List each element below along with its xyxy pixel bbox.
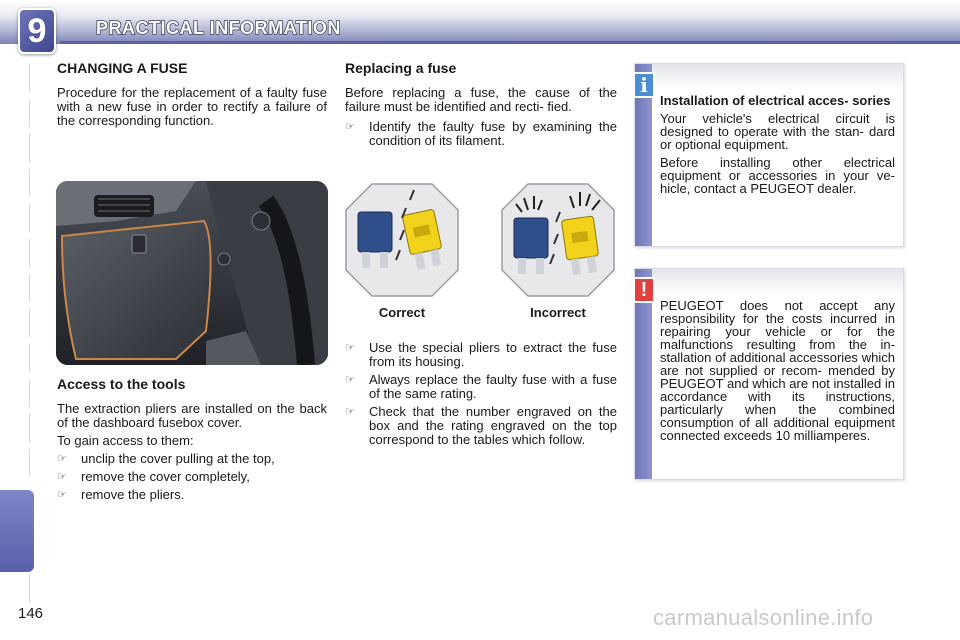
chapter-tab-active[interactable]: [0, 490, 34, 572]
replacing-step: ☞ Use the special pliers to extract the fuse from its housing.: [345, 340, 617, 369]
chapter-tab[interactable]: [0, 414, 30, 442]
chapter-number: 9: [27, 12, 47, 50]
info-note-title: Installation of electrical acces- sories: [660, 93, 891, 108]
pointing-hand-icon: ☞: [345, 341, 355, 354]
access-step: ☞ unclip the cover pulling at the top,: [57, 451, 275, 466]
header-rule: [60, 41, 960, 44]
note-top-shade: [652, 269, 903, 295]
section-title-changing-fuse: CHANGING A FUSE: [57, 60, 188, 76]
watermark: carmanualsonline.info: [653, 605, 874, 630]
info-note-paragraph: Your vehicle's electrical circuit is designed to operate with the stan- dard or optional equipment.: [660, 111, 895, 152]
changing-fuse-text: Procedure for the replacement of a faulty fuse with a new fuse in order to rectify a failure of the corresponding function.: [57, 85, 327, 128]
section-title-access-tools: Access to the tools: [57, 376, 186, 392]
middle-column: [345, 60, 617, 152]
left-column: [57, 60, 327, 132]
pointing-hand-icon: ☞: [345, 373, 355, 386]
info-icon: i: [633, 72, 655, 98]
fuse-incorrect-illustration: [500, 182, 616, 298]
pointing-hand-icon: ☞: [345, 405, 355, 418]
chapter-tab[interactable]: [0, 169, 30, 197]
access-step: ☞ remove the pliers.: [57, 487, 185, 502]
middle-column-lower: [345, 341, 617, 451]
chapter-tab[interactable]: [0, 449, 30, 477]
left-column-lower: [57, 376, 327, 506]
page-number: 146: [18, 605, 44, 622]
replacing-fuse-text: Before replacing a fuse, the cause of the failure must be identified and recti- fied.: [345, 85, 617, 114]
chapter-title: PRACTICAL INFORMATION: [96, 18, 341, 38]
info-note-body: [660, 94, 895, 200]
warning-note-text: PEUGEOT does not accept any responsibility for the costs incurred in repairing your vehicle or for the malfunctions resulting from the in- stallation of additional accessories which are not supplied or recom- mended by PEUGEOT and which are not installed in accordance with its instructions, particularly when the combined consumption of all additional equipment connected exceeds 10 milliamperes.: [660, 298, 895, 443]
chapter-tab[interactable]: [0, 379, 30, 407]
chapter-tab-strip: [0, 64, 32, 584]
pointing-hand-icon: ☞: [57, 470, 67, 483]
replacing-step: ☞ Identify the faulty fuse by examining the condition of its filament.: [345, 119, 617, 148]
chapter-tab[interactable]: [0, 64, 30, 92]
chapter-tab[interactable]: [0, 309, 30, 337]
fuse-incorrect-label: Incorrect: [530, 305, 586, 320]
warning-note-body: [660, 299, 895, 447]
fuse-correct-illustration: [344, 182, 460, 298]
chapter-tab[interactable]: [0, 204, 30, 232]
chapter-tab[interactable]: [0, 274, 30, 302]
warning-note: [634, 268, 904, 480]
pointing-hand-icon: ☞: [57, 452, 67, 465]
replacing-step: ☞ Check that the number engraved on the box and the rating engraved on the top correspond to the tables which follow.: [345, 404, 617, 447]
info-note: [634, 63, 904, 247]
chapter-tab[interactable]: [0, 239, 30, 267]
dashboard-fusebox-illustration: [56, 181, 328, 365]
warning-icon: !: [633, 277, 655, 303]
chapter-tab[interactable]: [0, 344, 30, 372]
access-step: ☞ remove the cover completely,: [57, 469, 250, 484]
chapter-badge: [18, 8, 56, 54]
section-title-replacing-fuse: Replacing a fuse: [345, 60, 457, 76]
chapter-tab[interactable]: [0, 574, 30, 602]
chapter-tab[interactable]: [0, 99, 30, 127]
pointing-hand-icon: ☞: [57, 488, 67, 501]
replacing-step: ☞ Always replace the faulty fuse with a fuse of the same rating.: [345, 372, 617, 401]
fuse-correct-label: Correct: [378, 305, 426, 320]
access-tools-text: The extraction pliers are installed on the back of the dashboard fusebox cover.: [57, 401, 327, 430]
note-top-shade: [652, 64, 903, 90]
pointing-hand-icon: ☞: [345, 120, 355, 133]
chapter-tab[interactable]: [0, 134, 30, 162]
access-tools-intro: To gain access to them:: [57, 433, 194, 448]
info-note-paragraph: Before installing other electrical equipment or accessories in your ve- hicle, contact a PEUGEOT dealer.: [660, 155, 895, 196]
